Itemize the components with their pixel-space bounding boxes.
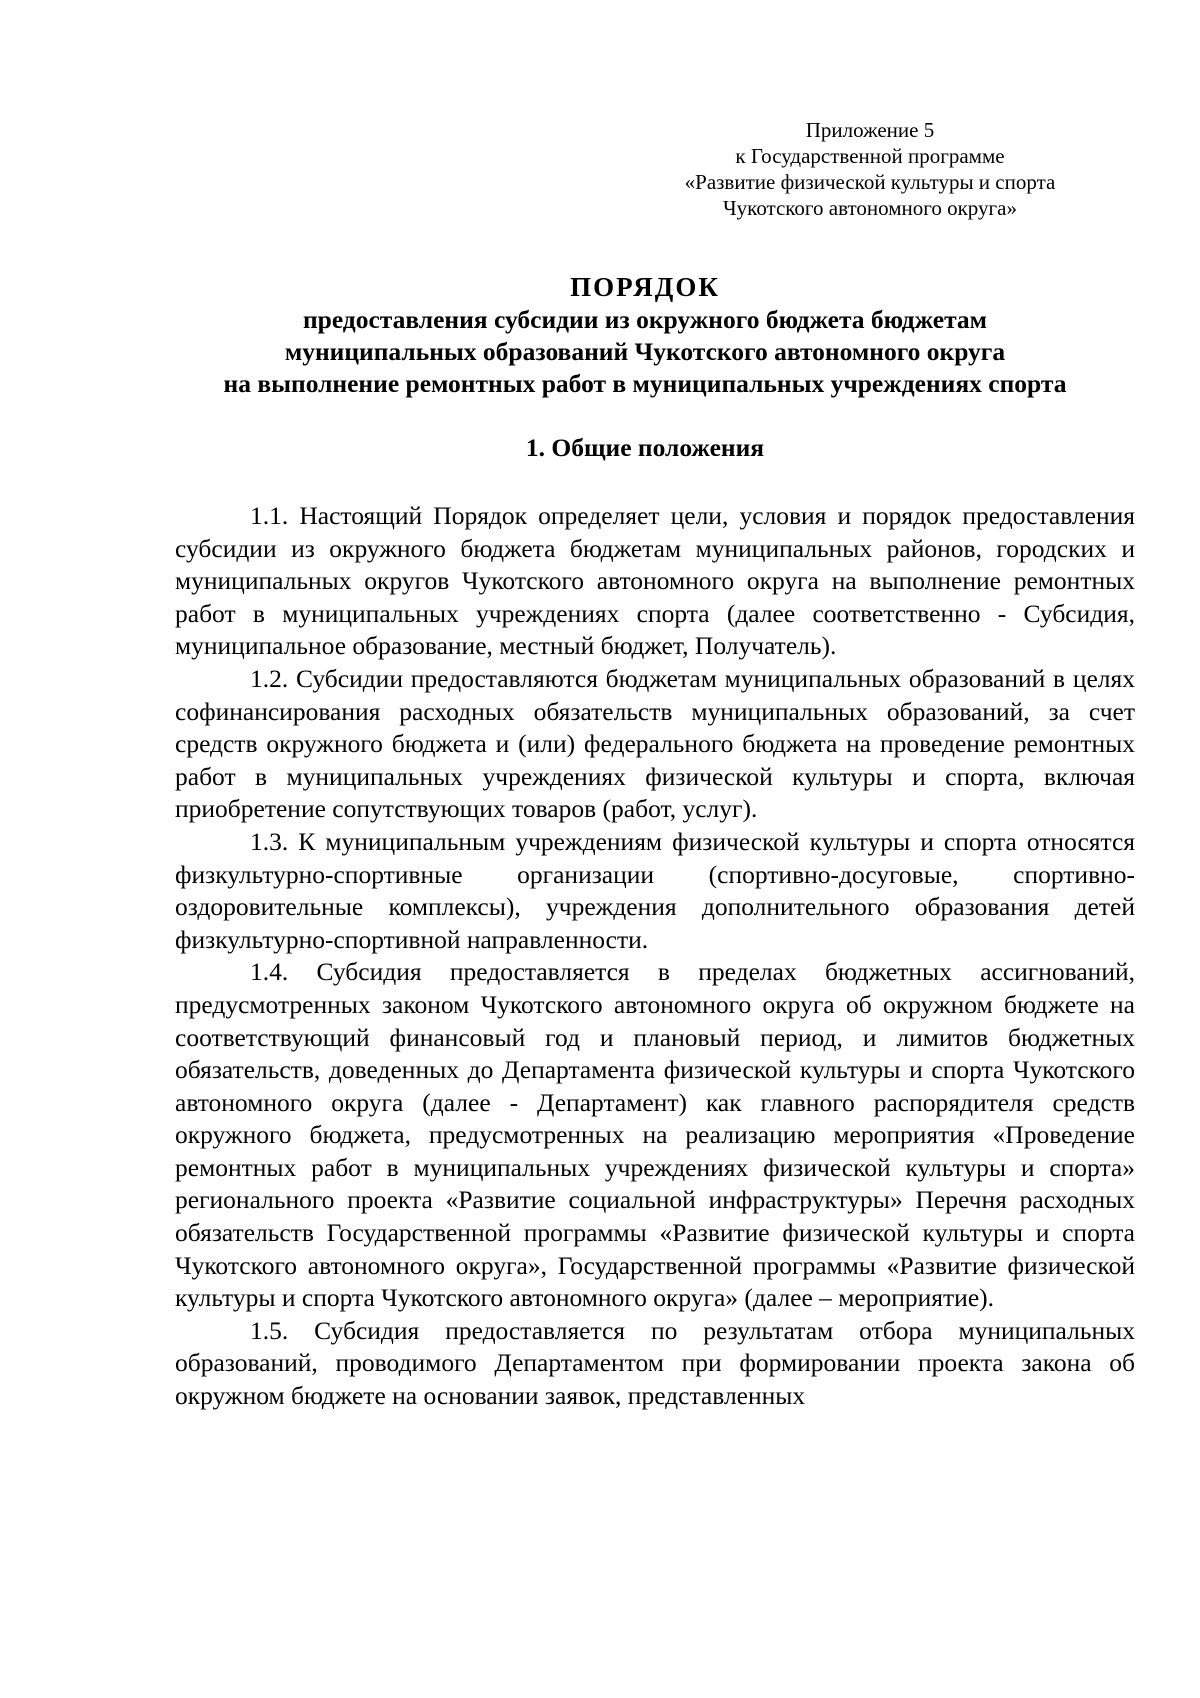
paragraph-1-4: 1.4. Субсидия предоставляется в пределах бюджетных ассигнований, предусмотренных законом Чукотского автономного округа об окружном бюджете на соответствующий финансовый год и плановый период, и лимитов бюджетных обязательств, доведенных до Департамента физической культуры и спорта Чукотского автономного округа (далее - Департамент) как главного распорядителя средств окружного бюджета, предусмотренных на реализацию мероприятия «Проведение ремонтных работ в муниципальных учреждениях физической культуры и спорта» регионального проекта «Развитие социальной инфраструктуры» Перечня расходных обязательств Государственной программы «Развитие физической культуры и спорта Чукотского автономного округа», Государственной программы «Развитие физической культуры и спорта Чукотского автономного округа» (далее – мероприятие). [175,957,1135,1313]
title-main: ПОРЯДОК [570,272,720,302]
appendix-line-2: к Государственной программе [735,144,1005,168]
paragraph-1-3: 1.3. К муниципальным учреждениям физической культуры и спорта относятся физкультурно-спортивные организации (спортивно-досуговые, спортивно-оздоровительные комплексы), учреждения дополнительного образования детей физкультурно-спортивной направленности. [175,826,1135,954]
paragraph-1-2: 1.2. Субсидии предоставляются бюджетам муниципальных образований в целях софинансирования расходных обязательств муниципальных образований, за счет средств окружного бюджета и (или) федерального бюджета на проведение ремонтных работ в муниципальных учреждениях физической культуры и спорта, включая приобретение сопутствующих товаров (работ, услуг). [175,663,1135,824]
paragraph-1-1: 1.1. Настоящий Порядок определяет цели, условия и порядок предоставления субсидии из окружного бюджета бюджетам муниципальных районов, городских и муниципальных округов Чукотского автономного округа на выполнение ремонтных работ в муниципальных учреждениях спорта (далее соответственно - Субсидия, муниципальное образование, местный бюджет, Получатель). [175,501,1135,661]
paragraph-1-5: 1.5. Субсидия предоставляется по результатам отбора муниципальных образований, проводимого Департаментом при формировании проекта закона об окружном бюджете на основании заявок, представленных [175,1315,1135,1411]
title-subtitle-line-1: предоставления субсидии из окружного бюджета бюджетам [302,305,988,334]
appendix-line-4: Чукотского автономного округа» [723,196,1017,220]
section-heading: 1. Общие положения [525,433,765,462]
appendix-line-1: Приложение 5 [805,118,935,142]
appendix-header [630,117,1110,221]
title-subtitle-line-3: на выполнение ремонтных работ в муниципальных учреждениях спорта [223,369,1067,398]
section-body [175,500,1135,1413]
title-subtitle-line-2: муниципальных образований Чукотского автономного округа [284,337,1006,366]
appendix-line-3: «Развитие физической культуры и спорта [684,170,1056,194]
document-title [170,270,1120,400]
